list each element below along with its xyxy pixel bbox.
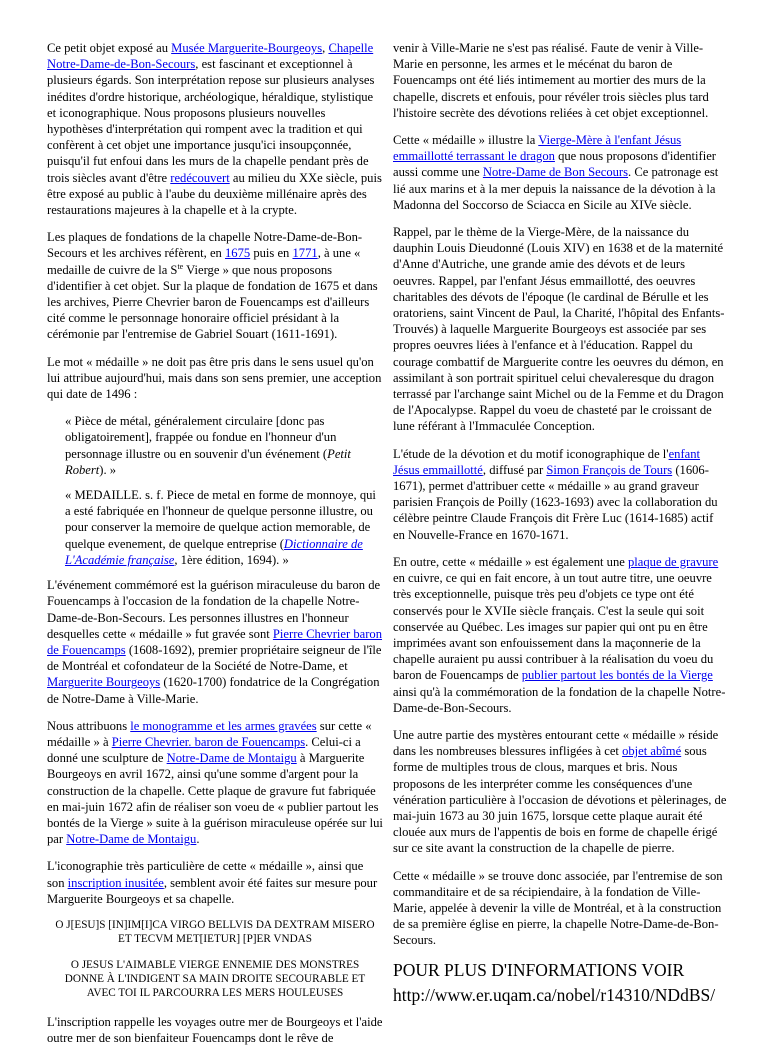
link-inscription[interactable]: inscription inusitée xyxy=(67,875,164,890)
more-info-heading: POUR PLUS D'INFORMATIONS VOIR xyxy=(393,959,685,980)
monogramme-paragraph: Nous attribuons le monogramme et les armes gravées sur cette « médaille » à Pierre Chevrier. baron de Fouencamps. Celui-ci a donné une sculpture de Notre-Dame de Montaigu à Marguerite Bourgeoys en avril 1672, ainsi qu'une somme d'argent pour la construction de la chapelle. Cette plaque de gravure fut fabriquée en mai-juin 1672 afin de réaliser son voeu de « publier partout les bontés de la Vierge » suite à la guérison miraculeuse opérée sur lui par Notre-Dame de Montaigu. xyxy=(47,718,383,847)
link-chapelle[interactable]: Chapelle Notre-Dame-de-Bon-Secours xyxy=(47,41,374,72)
link-1675[interactable]: 1675 xyxy=(224,246,251,261)
link-montaigu-1[interactable]: Notre-Dame de Montaigu xyxy=(166,751,297,766)
vierge-mere-paragraph: Cette « médaille » illustre la Vierge-Mère à l'enfant Jésus emmaillotté terrassant le dragon que nous proposons d'identifier aussi comme une Notre-Dame de Bon Secours. Ce patronage est lié aux marins et à la mer depuis la naissance de la dévotion à la Madonna del Soccorso de Sciacca en Sicile au XIVe siècle. xyxy=(393,133,719,212)
link-montaigu-2[interactable]: Notre-Dame de Montaigu xyxy=(66,832,197,847)
left-column xyxy=(47,40,383,1057)
link-monogramme[interactable]: le monogramme et les armes gravées xyxy=(130,718,317,733)
link-plaque-gravure[interactable]: plaque de gravure xyxy=(628,554,719,569)
mysteres-paragraph: Une autre partie des mystères entourant cette « médaille » réside dans les nombreuses blessures infligées à cet objet abîmé sous forme de multiples trous de clous, marques et bris. Nous proposons de les interpréter comme les conséquences d'une vénération particulière à l'occasion de dévotions et pèlerinages, de mai-juin 1673 au 30 juin 1675, lorsque cette plaque aurait été clouée aux murs de l'appentis de bois en forme de chapelle érigé sur ce site avant la construction de la chapelle de pierre. xyxy=(393,727,727,856)
quote-petit-robert: « Pièce de métal, généralement circulaire [donc pas obligatoirement], frappée ou fondue en l'honneur d'un personnage illustre ou en souvenir d'un événement (Petit Robert). » xyxy=(65,414,351,477)
devotion-paragraph: L'étude de la dévotion et du motif iconographique de l'enfant Jésus emmaillotté, diffusé par Simon François de Tours (1606-1671), permet d'attribuer cette « médaille » au grand graveur parisien François de Poilly (1623-1693) avec la collaboration du célèbre peintre Claude François dit Frère Luc (1614-1685) actif en Nouvelle-France en 1670-1671. xyxy=(393,446,718,542)
ville-marie-paragraph: venir à Ville-Marie ne s'est pas réalisé. Faute de venir à Ville-Marie en personne, les armes et le mécénat du baron de Fouencamps ont été liés intimement au mortier des murs de la chapelle, discrets et enfouis, pour révéler trois siècles plus tard l'histoire secrète des dévotions reliées à cet objet exceptionnel. xyxy=(393,41,709,120)
link-vierge-mere[interactable]: Vierge-Mère à l'enfant Jésus emmaillotté terrassant le dragon xyxy=(393,133,682,164)
right-column xyxy=(393,40,727,1006)
iconographie-paragraph: L'iconographie très particulière de cette « médaille », ainsi que son inscription inusitée, semblent avoir été faites sur mesure pour Marguerite Bourgeoys et sa chapelle. xyxy=(47,859,378,906)
link-dictionnaire[interactable]: Dictionnaire de L'Académie française xyxy=(65,536,363,567)
link-objet-abime[interactable]: objet abîmé xyxy=(622,744,682,759)
fondation-paragraph: Les plaques de fondations de la chapelle Notre-Dame-de-Bon-Secours et les archives réfèrent, en 1675 puis en 1771, à une « medaille de cuivre de la $S^{te}$ Vierge » que nous proposons d'identifier à cet objet. Sur la plaque de fondation de 1675 et dans les archives, Pierre Chevrier baron de Fouencamps est d'ailleurs cité comme le personnage honoraire officiel présidant à la cérémonie par l'entremise de Gabriel Souart (1611-1691). xyxy=(47,230,378,342)
link-redecouvert[interactable]: redécouvert xyxy=(170,170,230,185)
quote-academie: « MEDAILLE. s. f. Piece de metal en forme de monnoye, qui a esté fabriquée en l'honneur de quelque personne illustre, ou pour conserver la memoire de quelque action memorable, de quelque evenement, de quelque entreprise (Dictionnaire de L'Académie française, 1ère édition, 1694). » xyxy=(65,488,376,567)
link-marguerite-bourgeoys[interactable]: Marguerite Bourgeoys xyxy=(47,675,161,690)
latin-inscription: O J[ESU]S [IN]IM[I]CA VIRGO BELLVIS DA DEXTRAM MISERO ET TECVM MET[IETUR] [P]ER VNDAS xyxy=(55,918,375,945)
intro-paragraph: Ce petit objet exposé au Musée Marguerite-Bourgeoys, Chapelle Notre-Dame-de-Bon-Secours, est fascinant et exceptionnel à plusieurs égards. Son interprétation repose sur plusieurs analyses inédites d'ordre historique, archéologique, héraldique, stylistique et iconographique. Nous proposons plusieurs nouvelles hypothèses d'interprétation qui rompent avec la tradition et qui confèrent à cet objet une importance jusqu'ici insoupçonnée, puisqu'il fut enfoui dans les murs de la chapelle pendant près de trois siècles avant d'être redécouvert au milieu du XXe siècle, puis être exposé au public à l'aube du deuxième millénaire après des restaurations majeures à la chapelle et à la crypte. xyxy=(47,41,382,218)
more-info-url: http://www.er.uqam.ca/nobel/r14310/NDdBS/ xyxy=(393,984,716,1005)
link-publier-partout[interactable]: publier partout les bontés de la Vierge xyxy=(521,668,713,683)
french-translation: O JESUS L'AIMABLE VIERGE ENNEMIE DES MONSTRES DONNE À L'INDIGENT SA MAIN DROITE SECOURABLE ET AVEC TOI IL PARCOURRA LES MERS HOULEUSES xyxy=(64,958,366,999)
link-musee[interactable]: Musée Marguerite-Bourgeoys xyxy=(171,41,323,55)
link-enfant-jesus[interactable]: enfant Jésus emmaillotté xyxy=(393,446,701,477)
medaille-definition-paragraph: Le mot « médaille » ne doit pas être pris dans le sens usuel qu'on lui attribue aujourd'hui, mais dans son sens premier, une acception qui date de 1496 : xyxy=(47,354,382,402)
link-notre-dame-bon-secours[interactable]: Notre-Dame de Bon Secours xyxy=(482,165,629,180)
link-1771[interactable]: 1771 xyxy=(292,246,318,261)
link-chevrier-baron[interactable]: Pierre Chevrier. baron de Fouencamps xyxy=(111,734,306,749)
evenement-paragraph: L'événement commémoré est la guérison miraculeuse du baron de Fouencamps à l'occasion de la fondation de la chapelle Notre-Dame-de-Bon-Secours. Les personnes illustres en l'honneur desquelles cette « médaille » fut gravée sont Pierre Chevrier baron de Fouencamps (1608-1692), premier propriétaire seigneur de l'île de Montréal et cofondateur de la Société de Notre-Dame, et Marguerite Bourgeoys (1620-1700) fondatrice de la Congrégation de Notre-Dame à Ville-Marie. xyxy=(47,578,383,706)
link-simon-francois[interactable]: Simon François de Tours xyxy=(546,462,673,477)
plaque-gravure-paragraph: En outre, cette « médaille » est également une plaque de gravure en cuivre, ce qui en fait encore, à un tout autre titre, une oeuvre très exceptionnelle, puisque très peu d'objets ce type ont été conservés pour le XVIIe siècle français. C'est la seule qui soit conservée au Québec. Les images sur papier qui ont pu en être imprimées avant son enfouissement dans la maçonnerie de la chapelle auraient pu aussi contribuer à la réalisation du voeu du baron de Fouencamps de publier partout les bontés de la Vierge ainsi qu'à la commémoration de la fondation de la chapelle Notre-Dame-de-Bon-Secours. xyxy=(393,554,726,715)
voyages-paragraph: L'inscription rappelle les voyages outre mer de Bourgeoys et l'aide outre mer de son bienfaiteur Fouencamps dont le rêve de xyxy=(47,1014,383,1046)
rappel-paragraph: Rappel, par le thème de la Vierge-Mère, de la naissance du dauphin Louis Dieudonné (Louis XIV) en 1638 et de la maternité d'Anne d'Autriche, une grande amie des dévots et de leurs oeuvres. Rappel, par l'enfant Jésus emmaillotté, des oeuvres charitables des dévots de l'époque (le cardinal de Bérulle et les oratoriens, saint Vincent de Paul, la Charité, l'hôpital des Enfants-Trouvés) à laquelle Marguerite Bourgeoys est associée par ses propres oeuvres liées à l'enfance et à l'éducation. Rappel du courage combattif de Marguerite contre les oeuvres du démon, en assimilant à son portrait spirituel celui chevaleresque du dragon terrassé par l'archange saint Michel ou de la Femme et du Dragon de l'Apocalypse. Rappel du voeu de chasteté par le croissant de lune référant à l'Immaculée Conception. xyxy=(393,225,725,434)
link-pierre-chevrier[interactable]: Pierre Chevrier baron de Fouencamps xyxy=(47,626,383,657)
conclusion-paragraph: Cette « médaille » se trouve donc associée, par l'entremise de son commanditaire et de sa récipiendaire, à la fondation de Ville-Marie, appelée à devenir la ville de Montréal, et à la construction de sa première église en pierre, la chapelle Notre-Dame-de-Bon-Secours. xyxy=(393,868,723,948)
